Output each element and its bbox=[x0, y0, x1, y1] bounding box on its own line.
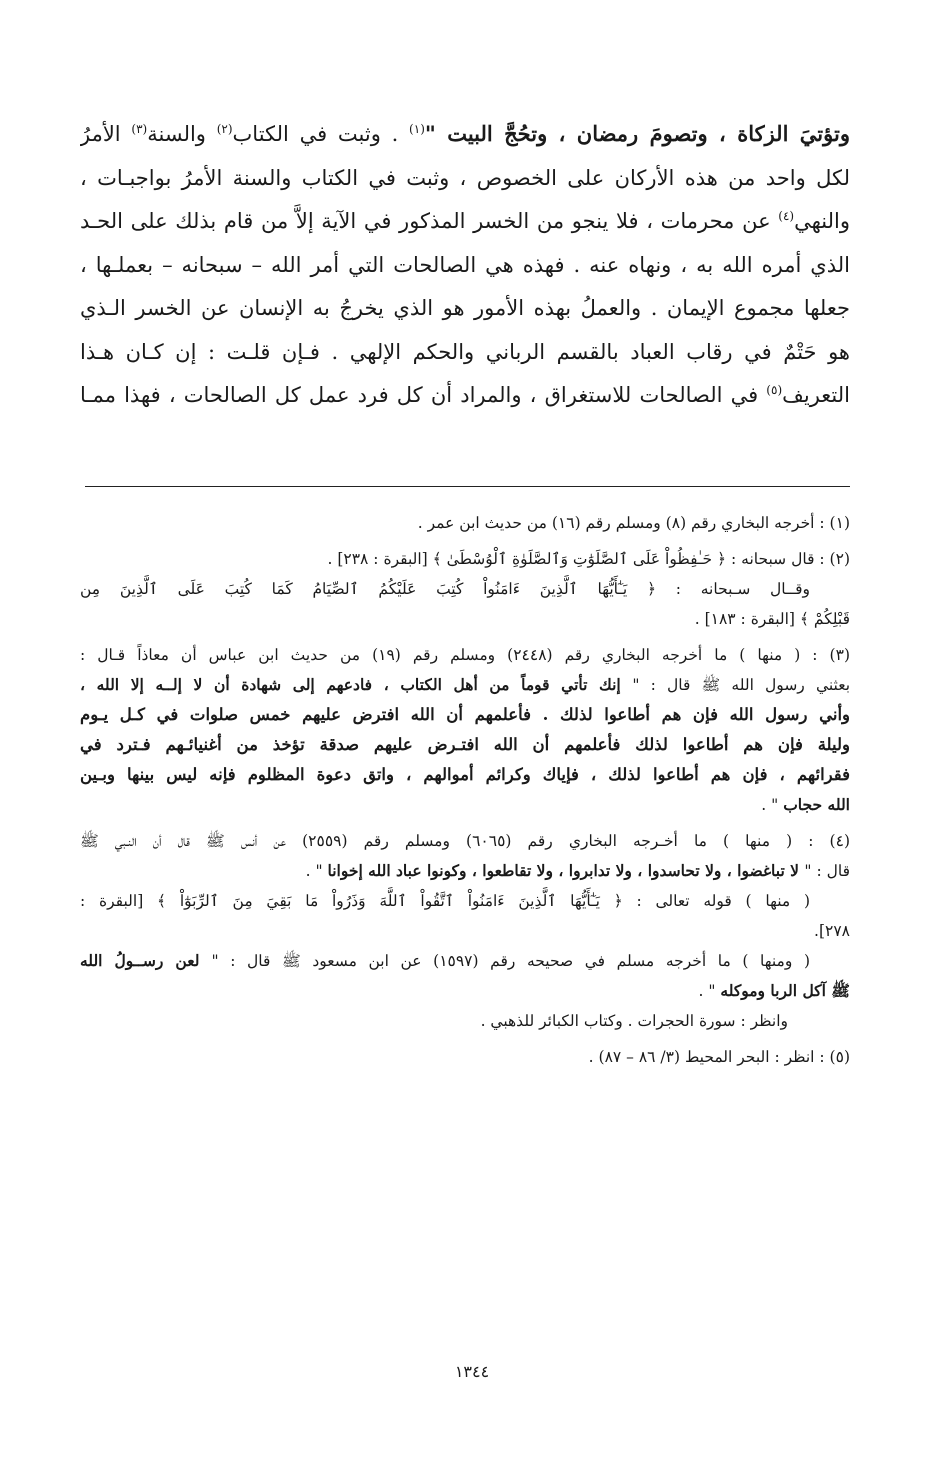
footnote-2: (٢) : قال سبحانه : ﴿ حَـٰفِظُواْ عَلَى ٱلصَّلَوَٰتِ وَٱلصَّلَوٰةِ ٱلْوُسْطَىٰ ﴾ [البقرة : ٢٣٨] . وقــال سـبحانه : ﴿ يَـٰٓأَيُّهَا ٱلَّذِينَ ءَامَنُواْ كُتِبَ عَلَيْكُمُ ٱلصِّيَامُ كَمَا كُتِبَ عَلَى ٱلَّذِينَ مِن قَبْلِكُمْ ﴾ [البقرة : ١٨٣] . bbox=[80, 550, 850, 628]
footnote-separator bbox=[85, 486, 850, 487]
main-line-5: جعلها مجموع الإيمان . والعملُ بهذه الأمور هو الذي يخرجُ به الإنسان عن الخسر الـذي bbox=[80, 296, 850, 320]
footnote-ref-3: (٣) bbox=[131, 122, 148, 136]
main-line-6: هو حَتْمٌ في رقاب العباد بالقسم الرباني والحكم الإلهي . فـإن قلـت : إن كـان هـذا bbox=[80, 339, 850, 364]
main-text bbox=[80, 112, 850, 418]
footnotes bbox=[80, 508, 850, 1078]
main-line-2: لكل واحد من هذه الأركان على الخصوص ، وثبت في الكتاب والسنة الأمرُ بواجبـات ، bbox=[80, 165, 850, 190]
footnote-ref-1: (١) bbox=[409, 122, 425, 136]
footnote-4: (٤) : ( منها ) ما أخـرجه البخاري رقم (٦٠٦٥) ومسلم رقم (٢٥٥٩) عن أنس ﷺ قال أن النـبي ﷺ قال : " لا تباغضوا ، ولا تحاسدوا ، ولا تدابروا ، ولا تقاطعوا ، وكونوا عباد الله إخوانا " . ( منها ) قوله تعالى : ﴿ يَـٰٓأَيُّهَا ٱلَّذِينَ ءَامَنُواْ ٱتَّقُواْ ٱللَّهَ وَذَرُواْ مَا بَقِيَ مِنَ ٱلرِّبَوٰٓاْ ﴾ [البقرة : ٢٧٨]. ( ومنها ) ما أخرجه مسلم في صحيحه رقم (١٥٩٧) عن ابن مسعود ﷺ قال : " لعن رســولُ الله ﷺ آكل الربا وموكله " . وانظر : سورة الحجرات . وكتاب الكبائر للذهبي . bbox=[80, 832, 850, 1030]
footnote-3: (٣) : ( منها ) ما أخرجه البخاري رقم (٢٤٤٨) ومسلم رقم (١٩) من حديث ابن عباس أن معاذاً قـال : بعثني رسول الله ﷺ قال : " إنك تأتي قوماً من أهل الكتاب ، فادعهم إلى شهادة أن لا إلــه إلا الله ، وأني رسول الله فإن هم أطاعوا لذلك . فأعلمهم أن الله افترض عليهم خمس صلوات في كـل يـوم وليلة فإن هم أطاعوا لذلك فأعلمهم أن الله افتـرض عليهم صدقة تؤخذ من أغنيائـهم فـترد في فقرائهم ، فإن هم أطاعوا لذلك ، فإياك وكرائم أموالهم ، واتق دعوة المظلوم فإنه ليس بينها وبـين الله حجاب " . bbox=[80, 646, 850, 814]
hadith-bold-text: وتؤتيَ الزكاة ، وتصومَ رمضان ، وتحُجَّ البيت " bbox=[424, 121, 850, 146]
footnote-5: (٥) : انظر : البحر المحيط (٣/ ٨٦ – ٨٧) . bbox=[588, 1048, 850, 1066]
main-line-4: الذي أمره الله به ، ونهاه عنه . فهذه هي الصالحات التي أمر الله – سبحانه – بعملـها ، bbox=[80, 252, 850, 277]
footnote-1: (١) : أخرجه البخاري رقم (٨) ومسلم رقم (١٦) من حديث ابن عمر . bbox=[417, 514, 850, 532]
footnote-ref-4: (٤) bbox=[778, 209, 795, 223]
main-line-3: والنهي$^{(٤)}$ عن محرمات ، فلا ينجو من الخسر المذكور في الآية إلاَّ من قام بذلك على الحـد bbox=[80, 209, 850, 233]
page-number: ١٣٤٤ bbox=[454, 1362, 490, 1381]
main-line-7: التعريف$^{(٥)}$ في الصالحات للاستغراق ، والمراد أن كل فرد عمل كل الصالحات ، فهذا ممـا bbox=[80, 383, 850, 407]
footnote-ref-5: (٥) bbox=[766, 383, 783, 397]
footnote-ref-2: (٢) bbox=[216, 122, 233, 136]
main-line-1: وتؤتيَ الزكاة ، وتصومَ رمضان ، وتحُجَّ البيت "$^{(١)}$ . وثبت في الكتاب$^{(٢)}$ والسنة$^{(٣)}$ الأمرُ bbox=[80, 121, 850, 146]
